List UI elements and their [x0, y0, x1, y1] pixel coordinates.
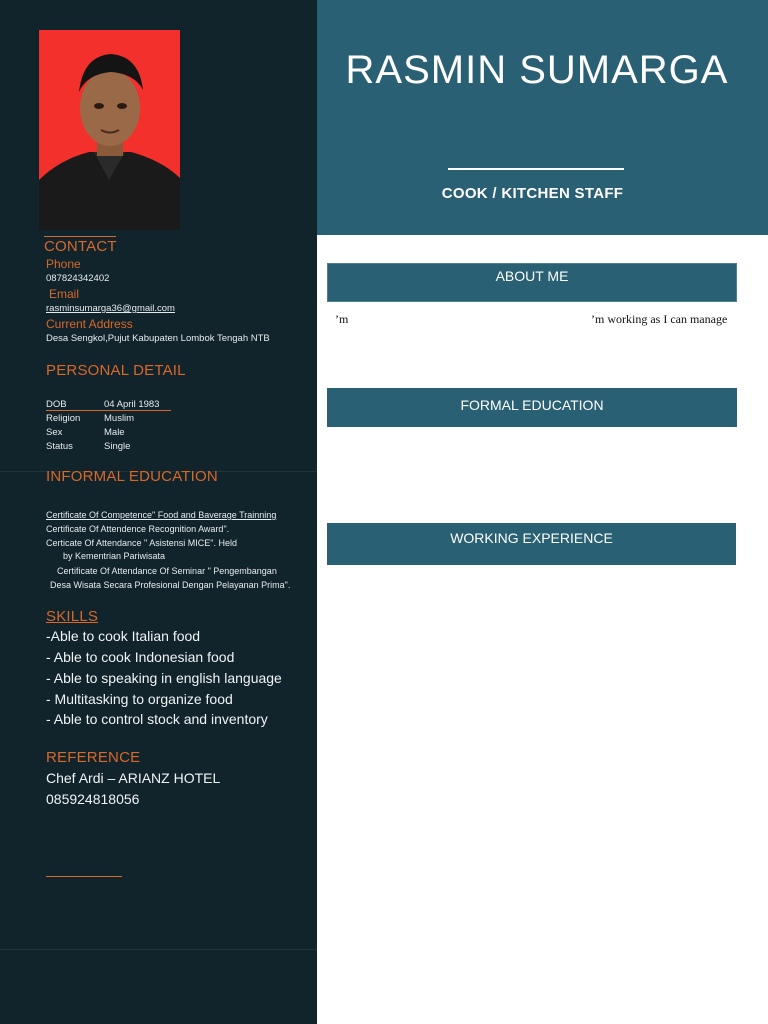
dob-rule [46, 410, 171, 411]
cert-line: by Kementrian Pariwisata [63, 551, 166, 561]
job-title: COOK / KITCHEN STAFF [441, 185, 624, 202]
email-label: Email [49, 287, 80, 301]
personal-value: Single [104, 441, 131, 452]
about-text-start: ’m [335, 312, 349, 326]
formal-education-bar [327, 388, 737, 427]
personal-value: 04 April 1983 [104, 399, 160, 410]
phone-label: Phone [46, 257, 81, 271]
skill-item: - Able to cook Indonesian food [46, 649, 235, 665]
about-me-title: ABOUT ME [495, 268, 569, 284]
skill-item: - Able to speaking in english language [46, 670, 282, 686]
personal-key: Status [46, 441, 73, 452]
candidate-name: RASMIN SUMARGA [345, 48, 729, 92]
cert-line: Desa Wisata Secara Profesional Dengan Pelayanan Prima". [50, 580, 291, 590]
header-rule [448, 168, 624, 170]
personal-row-sex [46, 427, 125, 438]
skill-item: -Able to cook Italian food [46, 628, 201, 644]
personal-value: Male [104, 427, 125, 438]
about-me-bar [327, 263, 737, 302]
profile-photo [39, 30, 180, 230]
personal-key: DOB [46, 399, 67, 410]
divider [0, 949, 317, 950]
reference-name: Chef Ardi – ARIANZ HOTEL [46, 770, 221, 786]
address-label: Current Address [46, 317, 133, 331]
skill-item: - Able to control stock and inventory [46, 711, 268, 727]
reference-title: REFERENCE [46, 749, 141, 766]
personal-row-status [46, 441, 130, 452]
cert-line: Certificate Of Attendance Of Seminar " Pengembangan [57, 566, 277, 576]
bottom-rule [46, 876, 122, 877]
informal-education-title: INFORMAL EDUCATION [46, 468, 218, 485]
reference-phone: 085924818056 [46, 791, 140, 807]
cert-line: Certificate Of Attendence Recognition Award". [46, 524, 230, 534]
email-link[interactable]: rasminsumarga36@gmail.com [46, 303, 175, 314]
skills-title: SKILLS [46, 608, 99, 625]
working-experience-title: WORKING EXPERIENCE [450, 530, 613, 546]
header [317, 0, 768, 235]
formal-education-title: FORMAL EDUCATION [460, 397, 604, 413]
contact-rule [44, 236, 116, 237]
about-text-end: ’m working as I can manage [591, 312, 728, 326]
cert-line: Certificate Of Competence" Food and Baverage Trainning [46, 510, 277, 520]
contact-title: CONTACT [44, 238, 117, 255]
personal-row-religion [46, 413, 134, 424]
address-value: Desa Sengkol,Pujut Kabupaten Lombok Tengah NTB [46, 333, 270, 344]
personal-key: Sex [46, 427, 63, 438]
personal-row-dob [46, 399, 159, 410]
phone-value: 087824342402 [46, 273, 110, 284]
personal-value: Muslim [104, 413, 135, 424]
personal-detail-title: PERSONAL DETAIL [46, 362, 186, 379]
sidebar [0, 0, 317, 1024]
working-experience-bar [327, 523, 736, 565]
cert-line: Certicate Of Attendance " Asistensi MICE". Held [46, 538, 237, 548]
skill-item: - Multitasking to organize food [46, 691, 233, 707]
personal-key: Religion [46, 413, 81, 424]
